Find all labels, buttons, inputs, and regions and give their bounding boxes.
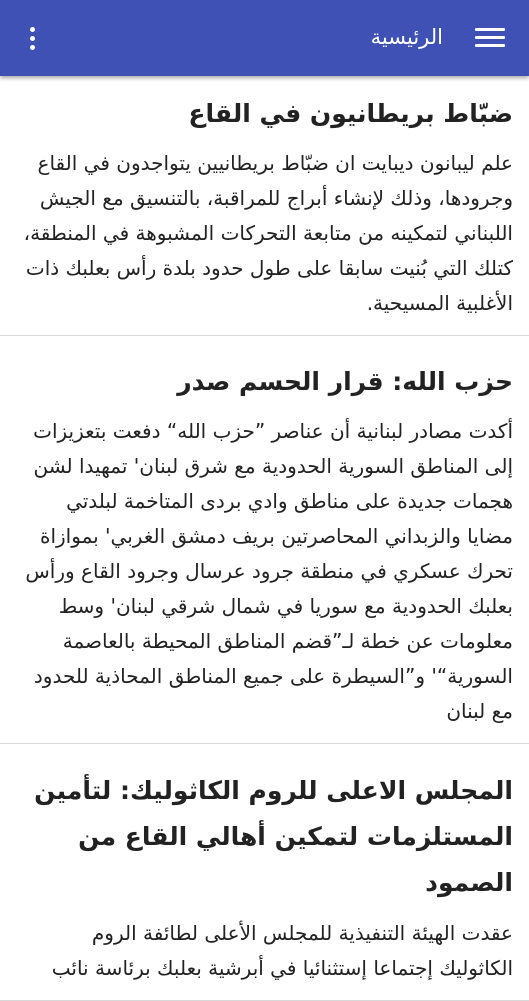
- app-bar: [0, 0, 529, 76]
- article-body: علم ليبانون ديبايت ان ضبّاط بريطانيين يتواجدون في القاع وجرودها، وذلك لإنشاء أبراج للمراقبة، بالتنسيق مع الجيش اللبناني لتمكينه من متابعة التحركات المشبوهة في المنطقة، كتلك التي بُنيت سابقا على طول حدود بلدة رأس بعلبك ذات الأغلبية المسيحية.: [23, 151, 513, 315]
- news-article[interactable]: [0, 744, 529, 1001]
- news-article[interactable]: [0, 336, 529, 744]
- article-title[interactable]: ضبّاط بريطانيون في القاع: [188, 99, 513, 128]
- news-article[interactable]: [0, 76, 529, 336]
- article-title[interactable]: حزب الله: قرار الحسم صدر: [177, 367, 513, 396]
- app-bar-title: الرئيسية: [370, 25, 443, 49]
- article-body: عقدت الهيئة التنفيذية للمجلس الأعلى لطائفة الروم الكاثوليك إجتماعا إستثنائيا في أبرشية بعلبك برئاسة نائب: [51, 921, 513, 980]
- hamburger-menu-icon[interactable]: [475, 26, 505, 50]
- article-title[interactable]: المجلس الاعلى للروم الكاثوليك: لتأمين المستلزمات لتمكين أهالي القاع من الصمود: [34, 776, 513, 897]
- article-body: أكدت مصادر لبنانية أن عناصر ”حزب الله“ دفعت بتعزيزات إلى المناطق السورية الحدودية مع شرق لبنان' تمهيدا لشن هجمات جديدة على مناطق وادي بردى المتاخمة لبلدتي مضايا والزبداني المحاصرتين بريف دمشق الغربي' بموازاة تحرك عسكري في منطقة جرود عرسال وجرود القاع ورأس بعلبك الحدودية مع سوريا في شمال شرقي لبنان' وسط معلومات عن خطة لـ”قضم المناطق المحيطة بالعاصمة السورية“' و”السيطرة على جميع المناطق المحاذية للحدود مع لبنان: [25, 419, 513, 723]
- more-vert-icon[interactable]: [22, 24, 42, 54]
- news-feed[interactable]: [0, 76, 529, 980]
